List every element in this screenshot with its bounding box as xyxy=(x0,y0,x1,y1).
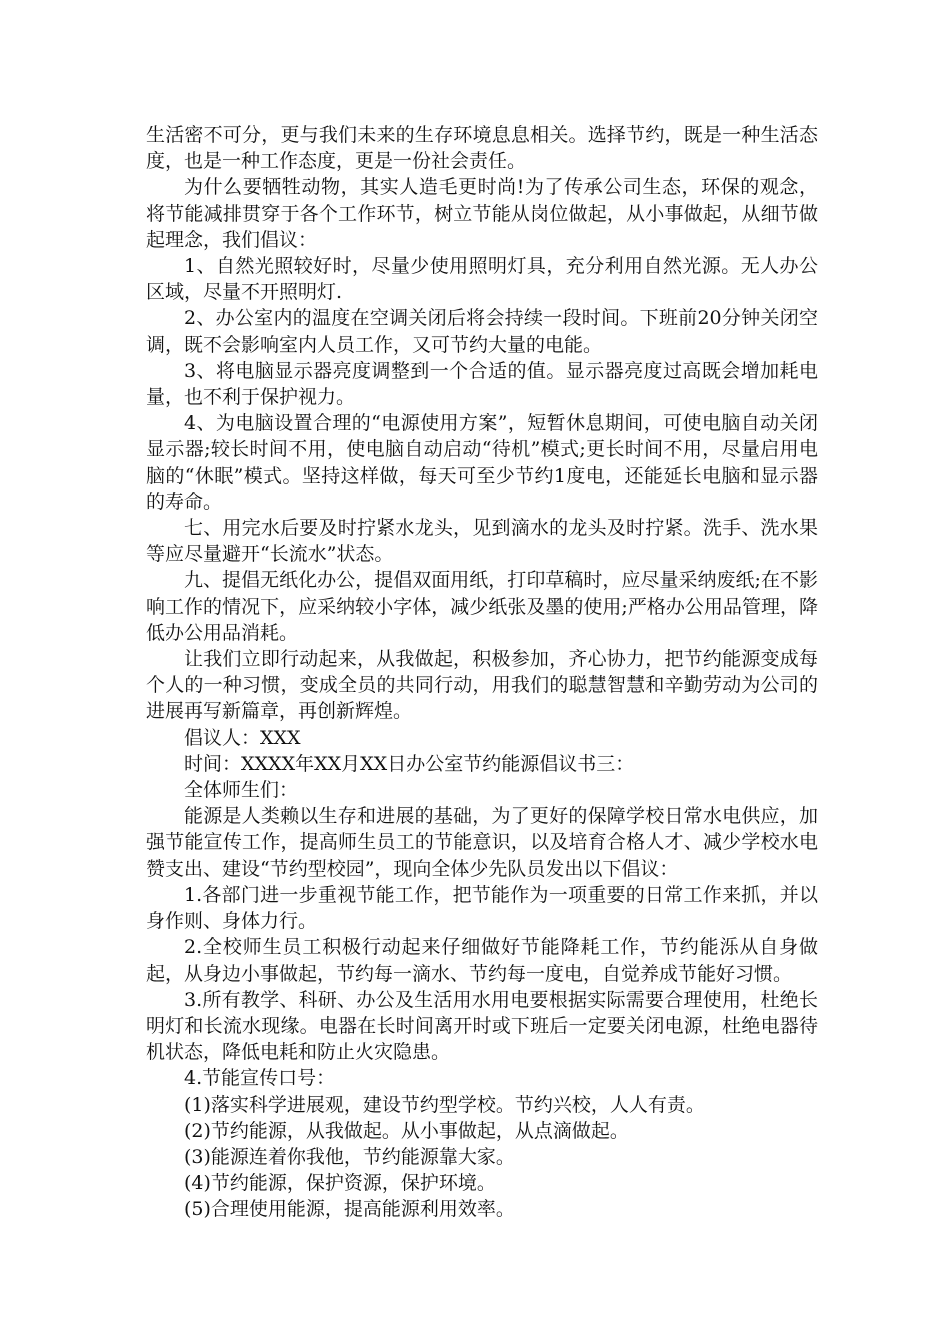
paragraph: 能源是人类赖以生存和进展的基础，为了更好的保障学校日常水电供应，加强节能宣传工作，提高师生员工的节能意识，以及培育合格人才、减少学校水电赞支出、建设“节约型校园”，现向全体少先队员发出以下倡议： xyxy=(146,805,818,880)
slogan-item: (4)节约能源，保护资源，保护环境。 xyxy=(184,1172,496,1195)
paragraph: 4、为电脑设置合理的“电源使用方案”，短暂休息期间，可使电脑自动关闭显示器;较长时间不用，使电脑自动启动“待机”模式;更长时间不用，尽量启用电脑的“休眠”模式。坚持这样做，每天可至少节约1度电，还能延长电脑和显示器的寿命。 xyxy=(146,412,818,513)
paragraph: 七、用完水后要及时拧紧水龙头，见到滴水的龙头及时拧紧。洗手、洗水果等应尽量避开“长流水”状态。 xyxy=(146,517,818,566)
paragraph: 九、提倡无纸化办公，提倡双面用纸，打印草稿时，应尽量采纳废纸;在不影响工作的情况下，应采纳较小字体，减少纸张及墨的使用;严格办公用品管理，降低办公用品消耗。 xyxy=(146,569,818,644)
document-body xyxy=(146,122,818,1223)
slogan-item: (5)合理使用能源，提高能源利用效率。 xyxy=(184,1198,515,1221)
paragraph: 为什么要牺牲动物，其实人造毛更时尚!为了传承公司生态，环保的观念，将节能减排贯穿于各个工作环节，树立节能从岗位做起，从小事做起，从细节做起理念，我们倡议： xyxy=(146,176,818,251)
date-line: 时间：XXXX年XX月XX日办公室节约能源倡议书三： xyxy=(184,752,635,775)
salutation: 全体师生们： xyxy=(184,779,299,802)
list-item: 1.各部门进一步重视节能工作，把节能作为一项重要的日常工作来抓，并以身作则、身体力行。 xyxy=(146,883,818,933)
paragraph: 1、自然光照较好时，尽量少使用照明灯具，充分利用自然光源。无人办公区域，尽量不开照明灯. xyxy=(146,255,818,304)
paragraph: 3、将电脑显示器亮度调整到一个合适的值。显示器亮度过高既会增加耗电量，也不利于保护视力。 xyxy=(146,359,818,409)
paragraph: 让我们立即行动起来，从我做起，积极参加，齐心协力，把节约能源变成每个人的一种习惯，变成全员的共同行动，用我们的聪慧智慧和辛勤劳动为公司的进展再写新篇章，再创新辉煌。 xyxy=(146,648,818,723)
paragraph: 生活密不可分，更与我们未来的生存环境息息相关。选择节约，既是一种生活态度，也是一种工作态度，更是一份社会责任。 xyxy=(146,124,818,173)
list-item: 4.节能宣传口号： xyxy=(184,1067,336,1090)
paragraph: 2、办公室内的温度在空调关闭后将会持续一段时间。下班前20分钟关闭空调，既不会影响室内人员工作，又可节约大量的电能。 xyxy=(146,307,818,356)
list-item: 3.所有教学、科研、办公及生活用水用电要根据实际需要合理使用，杜绝长明灯和长流水现缘。电器在长时间离开时或下班后一定要关闭电源，杜绝电器待机状态，降低电耗和防止火灾隐患。 xyxy=(146,988,818,1064)
signature-line: 倡议人：XXX xyxy=(184,726,301,749)
slogan-item: (1)落实科学进展观，建设节约型学校。节约兴校，人人有责。 xyxy=(184,1093,705,1116)
list-item: 2.全校师生员工积极行动起来仔细做好节能降耗工作，节约能泺从自身做起，从身边小事做起，节约每一滴水、节约每一度电，自觉养成节能好习惯。 xyxy=(146,936,818,985)
slogan-item: (2)节约能源，从我做起。从小事做起，从点滴做起。 xyxy=(184,1119,629,1142)
slogan-item: (3)能源连着你我他，节约能源靠大家。 xyxy=(184,1145,515,1168)
